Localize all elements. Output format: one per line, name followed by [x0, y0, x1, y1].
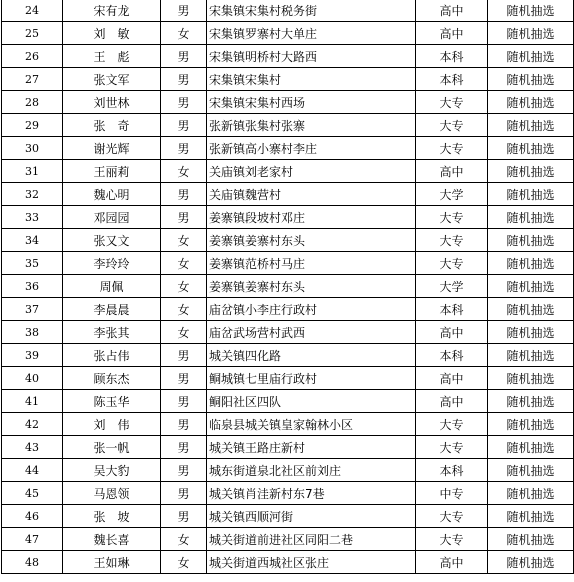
- name-cell: 张文军: [63, 68, 161, 91]
- sex-cell: 女: [161, 321, 207, 344]
- name-cell: 吴大豹: [63, 459, 161, 482]
- name-cell: 张一帆: [63, 436, 161, 459]
- education-cell: 本科: [416, 45, 488, 68]
- name-cell: 魏心明: [63, 183, 161, 206]
- table-row: [2, 22, 574, 45]
- address-cell: 城关镇西顺河街: [207, 505, 416, 528]
- selection-method-cell: 随机抽选: [488, 298, 574, 321]
- row-number-cell: 37: [2, 298, 63, 321]
- selection-method-cell: 随机抽选: [488, 367, 574, 390]
- row-number-cell: 48: [2, 551, 63, 574]
- name-cell: 李晨晨: [63, 298, 161, 321]
- table-row: [2, 160, 574, 183]
- selection-method-cell: 随机抽选: [488, 114, 574, 137]
- address-cell: 城东街道泉北社区前刘庄: [207, 459, 416, 482]
- address-cell: 张新镇高小寨村李庄: [207, 137, 416, 160]
- education-cell: 中专: [416, 482, 488, 505]
- row-number-cell: 26: [2, 45, 63, 68]
- row-number-cell: 38: [2, 321, 63, 344]
- selection-method-cell: 随机抽选: [488, 229, 574, 252]
- sex-cell: 女: [161, 160, 207, 183]
- row-number-cell: 25: [2, 22, 63, 45]
- row-number-cell: 45: [2, 482, 63, 505]
- selection-method-cell: 随机抽选: [488, 206, 574, 229]
- row-number-cell: 30: [2, 137, 63, 160]
- selection-method-cell: 随机抽选: [488, 551, 574, 574]
- roster-body: [2, 0, 574, 574]
- selection-method-cell: 随机抽选: [488, 0, 574, 22]
- table-row: [2, 413, 574, 436]
- row-number-cell: 42: [2, 413, 63, 436]
- education-cell: 本科: [416, 68, 488, 91]
- sex-cell: 男: [161, 0, 207, 22]
- name-cell: 谢光辉: [63, 137, 161, 160]
- name-cell: 周佩: [63, 275, 161, 298]
- address-cell: 庙岔镇小李庄行政村: [207, 298, 416, 321]
- table-row: [2, 275, 574, 298]
- education-cell: 大专: [416, 505, 488, 528]
- address-cell: 城关镇王路庄新村: [207, 436, 416, 459]
- roster-table: [1, 0, 574, 574]
- address-cell: 庙岔武场营村武西: [207, 321, 416, 344]
- table-row: [2, 229, 574, 252]
- row-number-cell: 32: [2, 183, 63, 206]
- row-number-cell: 44: [2, 459, 63, 482]
- name-cell: 宋有龙: [63, 0, 161, 22]
- selection-method-cell: 随机抽选: [488, 45, 574, 68]
- sex-cell: 男: [161, 413, 207, 436]
- sex-cell: 女: [161, 22, 207, 45]
- address-cell: 鲖城镇七里庙行政村: [207, 367, 416, 390]
- name-cell: 张 奇: [63, 114, 161, 137]
- education-cell: 大专: [416, 206, 488, 229]
- row-number-cell: 39: [2, 344, 63, 367]
- sex-cell: 男: [161, 114, 207, 137]
- table-row: [2, 68, 574, 91]
- address-cell: 临泉县城关镇皇家翰林小区: [207, 413, 416, 436]
- row-number-cell: 34: [2, 229, 63, 252]
- sex-cell: 男: [161, 482, 207, 505]
- selection-method-cell: 随机抽选: [488, 390, 574, 413]
- address-cell: 关庙镇魏营村: [207, 183, 416, 206]
- sex-cell: 男: [161, 68, 207, 91]
- education-cell: 大专: [416, 436, 488, 459]
- education-cell: 大专: [416, 528, 488, 551]
- selection-method-cell: 随机抽选: [488, 68, 574, 91]
- row-number-cell: 40: [2, 367, 63, 390]
- row-number-cell: 36: [2, 275, 63, 298]
- address-cell: 关庙镇刘老家村: [207, 160, 416, 183]
- table-row: [2, 137, 574, 160]
- education-cell: 大学: [416, 183, 488, 206]
- sex-cell: 女: [161, 528, 207, 551]
- address-cell: 姜寨镇姜寨村东头: [207, 229, 416, 252]
- row-number-cell: 33: [2, 206, 63, 229]
- name-cell: 刘 敏: [63, 22, 161, 45]
- address-cell: 城关镇四化路: [207, 344, 416, 367]
- table-row: [2, 436, 574, 459]
- education-cell: 大专: [416, 114, 488, 137]
- selection-method-cell: 随机抽选: [488, 137, 574, 160]
- table-row: [2, 114, 574, 137]
- name-cell: 张又文: [63, 229, 161, 252]
- education-cell: 大专: [416, 137, 488, 160]
- address-cell: 鲖阳社区四队: [207, 390, 416, 413]
- education-cell: 高中: [416, 367, 488, 390]
- education-cell: 高中: [416, 22, 488, 45]
- selection-method-cell: 随机抽选: [488, 183, 574, 206]
- table-row: [2, 551, 574, 574]
- row-number-cell: 46: [2, 505, 63, 528]
- table-row: [2, 0, 574, 22]
- address-cell: 城关街道西城社区张庄: [207, 551, 416, 574]
- row-number-cell: 24: [2, 0, 63, 22]
- sex-cell: 女: [161, 252, 207, 275]
- name-cell: 王 彪: [63, 45, 161, 68]
- row-number-cell: 35: [2, 252, 63, 275]
- education-cell: 大专: [416, 229, 488, 252]
- table-row: [2, 367, 574, 390]
- selection-method-cell: 随机抽选: [488, 528, 574, 551]
- sex-cell: 男: [161, 344, 207, 367]
- address-cell: 宋集镇宋集村西场: [207, 91, 416, 114]
- row-number-cell: 43: [2, 436, 63, 459]
- name-cell: 刘 伟: [63, 413, 161, 436]
- education-cell: 本科: [416, 344, 488, 367]
- sex-cell: 男: [161, 45, 207, 68]
- education-cell: 大专: [416, 252, 488, 275]
- education-cell: 本科: [416, 459, 488, 482]
- sex-cell: 男: [161, 459, 207, 482]
- address-cell: 宋集镇明桥村大路西: [207, 45, 416, 68]
- table-row: [2, 482, 574, 505]
- name-cell: 邓园园: [63, 206, 161, 229]
- name-cell: 王丽莉: [63, 160, 161, 183]
- name-cell: 张 坡: [63, 505, 161, 528]
- selection-method-cell: 随机抽选: [488, 321, 574, 344]
- sex-cell: 男: [161, 206, 207, 229]
- name-cell: 李张其: [63, 321, 161, 344]
- table-row: [2, 298, 574, 321]
- address-cell: 姜寨镇姜寨村东头: [207, 275, 416, 298]
- selection-method-cell: 随机抽选: [488, 160, 574, 183]
- name-cell: 顾东杰: [63, 367, 161, 390]
- sex-cell: 男: [161, 183, 207, 206]
- education-cell: 本科: [416, 298, 488, 321]
- education-cell: 大专: [416, 413, 488, 436]
- table-row: [2, 183, 574, 206]
- selection-method-cell: 随机抽选: [488, 482, 574, 505]
- address-cell: 宋集镇宋集村: [207, 68, 416, 91]
- row-number-cell: 27: [2, 68, 63, 91]
- selection-method-cell: 随机抽选: [488, 252, 574, 275]
- sex-cell: 男: [161, 436, 207, 459]
- name-cell: 陈玉华: [63, 390, 161, 413]
- table-row: [2, 45, 574, 68]
- address-cell: 城关街道前进社区同阳二巷: [207, 528, 416, 551]
- sex-cell: 女: [161, 229, 207, 252]
- address-cell: 城关镇肖洼新村东7巷: [207, 482, 416, 505]
- name-cell: 李玲玲: [63, 252, 161, 275]
- address-cell: 宋集镇罗寨村大单庄: [207, 22, 416, 45]
- table-row: [2, 321, 574, 344]
- row-number-cell: 47: [2, 528, 63, 551]
- education-cell: 大学: [416, 275, 488, 298]
- selection-method-cell: 随机抽选: [488, 505, 574, 528]
- sex-cell: 男: [161, 91, 207, 114]
- sex-cell: 男: [161, 367, 207, 390]
- education-cell: 高中: [416, 551, 488, 574]
- address-cell: 张新镇张集村张寨: [207, 114, 416, 137]
- name-cell: 王如琳: [63, 551, 161, 574]
- table-row: [2, 528, 574, 551]
- sex-cell: 男: [161, 505, 207, 528]
- row-number-cell: 28: [2, 91, 63, 114]
- table-row: [2, 252, 574, 275]
- selection-method-cell: 随机抽选: [488, 413, 574, 436]
- row-number-cell: 29: [2, 114, 63, 137]
- address-cell: 姜寨镇范桥村马庄: [207, 252, 416, 275]
- sex-cell: 男: [161, 137, 207, 160]
- table-row: [2, 344, 574, 367]
- name-cell: 刘世林: [63, 91, 161, 114]
- education-cell: 大专: [416, 91, 488, 114]
- sex-cell: 女: [161, 275, 207, 298]
- sex-cell: 男: [161, 390, 207, 413]
- selection-method-cell: 随机抽选: [488, 459, 574, 482]
- table-row: [2, 390, 574, 413]
- address-cell: 姜寨镇段坡村邓庄: [207, 206, 416, 229]
- row-number-cell: 31: [2, 160, 63, 183]
- education-cell: 高中: [416, 0, 488, 22]
- address-cell: 宋集镇宋集村税务街: [207, 0, 416, 22]
- table-row: [2, 505, 574, 528]
- table-row: [2, 459, 574, 482]
- row-number-cell: 41: [2, 390, 63, 413]
- selection-method-cell: 随机抽选: [488, 22, 574, 45]
- table-row: [2, 91, 574, 114]
- table-row: [2, 206, 574, 229]
- selection-method-cell: 随机抽选: [488, 344, 574, 367]
- education-cell: 高中: [416, 390, 488, 413]
- name-cell: 魏长喜: [63, 528, 161, 551]
- selection-method-cell: 随机抽选: [488, 91, 574, 114]
- name-cell: 马恩领: [63, 482, 161, 505]
- education-cell: 高中: [416, 321, 488, 344]
- sex-cell: 女: [161, 298, 207, 321]
- name-cell: 张占伟: [63, 344, 161, 367]
- selection-method-cell: 随机抽选: [488, 436, 574, 459]
- sex-cell: 女: [161, 551, 207, 574]
- education-cell: 高中: [416, 160, 488, 183]
- selection-method-cell: 随机抽选: [488, 275, 574, 298]
